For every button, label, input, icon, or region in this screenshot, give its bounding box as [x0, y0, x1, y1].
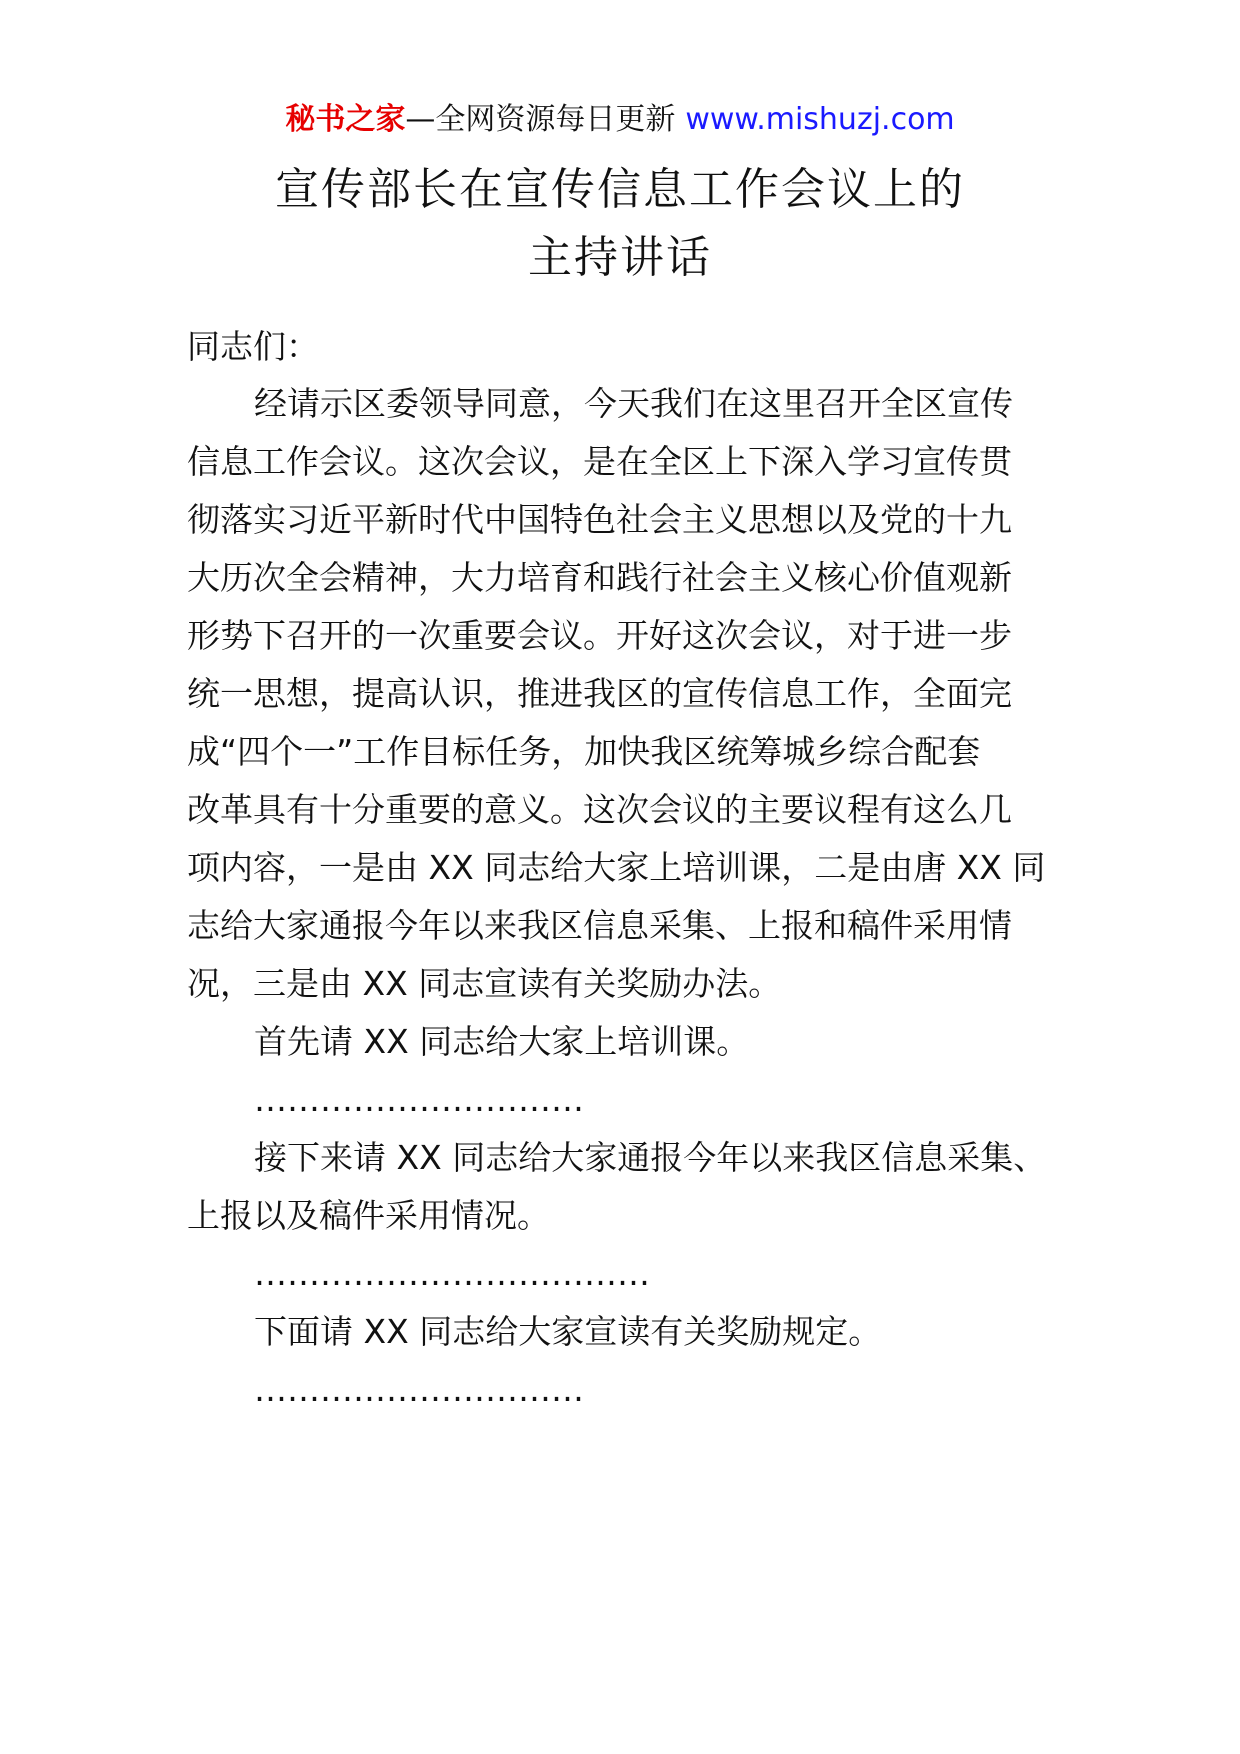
- paragraph-line: 下面请 XX 同志给大家宣读有关奖励规定。: [254, 1312, 882, 1351]
- site-url-link[interactable]: www.mishuzj.com: [685, 102, 955, 137]
- salutation: 同志们：: [187, 327, 319, 366]
- ellipsis-line: …………………………: [254, 1370, 584, 1409]
- paragraph-line: 接下来请 XX 同志给大家通报今年以来我区信息采集、: [254, 1138, 1047, 1177]
- brand-name: 秘书之家: [285, 102, 406, 137]
- document-title-line-2: 主持讲话: [528, 232, 712, 283]
- paragraph-line: 改革具有十分重要的意义。这次会议的主要议程有这么几: [187, 790, 1012, 829]
- paragraph-line: 上报以及稿件采用情况。: [187, 1196, 550, 1235]
- document-title-line-1: 宣传部长在宣传信息工作会议上的: [275, 164, 965, 215]
- paragraph-line: 经请示区委领导同意，今天我们在这里召开全区宣传: [254, 384, 1013, 423]
- paragraph-line: 项内容，一是由 XX 同志给大家上培训课，二是由唐 XX 同: [187, 848, 1046, 887]
- ellipsis-line: ………………………………: [254, 1254, 650, 1293]
- paragraph-line: 成“四个一”工作目标任务，加快我区统筹城乡综合配套: [187, 732, 981, 771]
- paragraph-line: 彻落实习近平新时代中国特色社会主义思想以及党的十九: [187, 500, 1012, 539]
- paragraph-line: 形势下召开的一次重要会议。开好这次会议，对于进一步: [187, 616, 1012, 655]
- header-tagline: —全网资源每日更新: [405, 102, 676, 137]
- paragraph-line: 况，三是由 XX 同志宣读有关奖励办法。: [187, 964, 782, 1003]
- paragraph-line: 信息工作会议。这次会议，是在全区上下深入学习宣传贯: [187, 442, 1012, 481]
- site-header: [0, 98, 1240, 142]
- ellipsis-line: …………………………: [254, 1080, 584, 1119]
- paragraph-line: 首先请 XX 同志给大家上培训课。: [254, 1022, 750, 1061]
- paragraph-line: 统一思想，提高认识，推进我区的宣传信息工作，全面完: [187, 674, 1012, 713]
- paragraph-line: 大历次全会精神，大力培育和践行社会主义核心价值观新: [187, 558, 1012, 597]
- paragraph-line: 志给大家通报今年以来我区信息采集、上报和稿件采用情: [187, 906, 1012, 945]
